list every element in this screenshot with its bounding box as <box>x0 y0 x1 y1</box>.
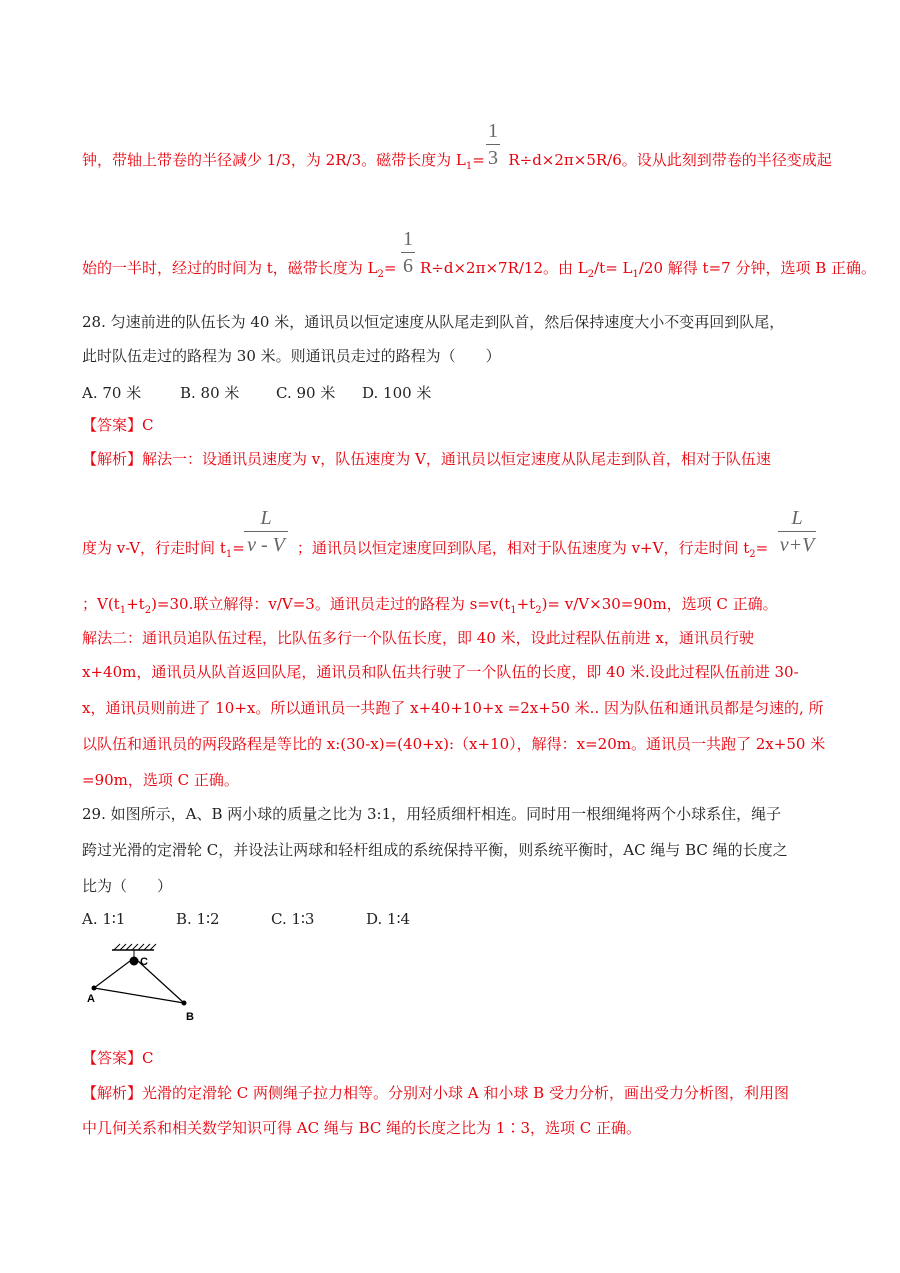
q29-option-c: C. 1∶3 <box>271 910 315 928</box>
q29-answer: 【答案】C <box>82 1049 154 1067</box>
fraction-l-over-v-plus-v: L v+V <box>779 507 815 556</box>
q29-option-b: B. 1∶2 <box>176 910 220 928</box>
ceiling-hatch <box>114 944 156 950</box>
q28-method2-line-4: 以队伍和通讯员的两段路程是等比的 x:(30-x)=(40+x):（x+10），解得：x=20m。通讯员一共跑了 2x+50 米 <box>82 735 826 753</box>
q29-stem-line-1: 29. 如图所示，A、B 两小球的质量之比为 3:1，用轻质细杆相连。同时用一根细绳将两个小球系住，绳子 <box>82 805 782 823</box>
q28-option-b: B. 80 米 <box>180 384 240 402</box>
ball-b <box>182 1001 187 1006</box>
ball-a <box>92 986 97 991</box>
q28-method2-line-3: x，通讯员则前进了 10+x。所以通讯员一共跑了 x+40+10+x =2x+50 米.. 因为队伍和通讯员都是匀速的, 所 <box>82 699 824 717</box>
q28-method2-line-1: 解法二：通讯员追队伍过程，比队伍多行一个队伍长度，即 40 米，设此过程队伍前进 x，通讯员行驶 <box>82 629 754 647</box>
q29-option-a: A. 1∶1 <box>82 910 126 928</box>
label-c: C <box>140 956 148 968</box>
solution-line-2: 始的一半时，经过的时间为 t，磁带长度为 $L_2= R\div d\times 2\pi\times 7R/12$。由 $L_2/t= L_1/20$ 解得 t=7 分钟，选项 B 正确。 <box>82 259 877 280</box>
label-b: B <box>186 1011 194 1023</box>
fraction-one-third: 1 3 <box>488 120 498 169</box>
q28-option-a: A. 70 米 <box>82 384 142 402</box>
q28-stem-line-1: 28. 匀速前进的队伍长为 40 米，通讯员以恒定速度从队尾走到队首，然后保持速度大小不变再回到队尾， <box>82 313 785 331</box>
q28-analysis-line-3: ；$V(t_1+t_2)=30$.联立解得：v/V=3。通讯员走过的路程为 $s=v(t_1+t_2)= v/V\times 30=90m$，选项 C 正确。 <box>82 595 778 616</box>
pulley-c <box>130 957 139 966</box>
fraction-one-sixth: 1 6 <box>403 228 413 277</box>
q28-method2-line-5: =90m，选项 C 正确。 <box>82 771 239 789</box>
rope-ac <box>94 961 130 988</box>
q28-stem-line-2: 此时队伍走过的路程为 30 米。则通讯员走过的路程为（ ） <box>82 347 501 365</box>
label-a: A <box>87 993 95 1005</box>
q29-stem-line-3: 比为（ ） <box>82 877 173 895</box>
q29-stem-line-2: 跨过光滑的定滑轮 C，并设法让两球和轻杆组成的系统保持平衡，则系统平衡时，AC 绳与 BC 绳的长度之 <box>82 841 788 859</box>
pulley-diagram <box>82 940 212 1025</box>
q29-option-d: D. 1∶4 <box>366 910 411 928</box>
solution-line-1: 钟，带轴上带卷的半径减少 1/3，为 2R/3。磁带长度为 $L_1= R\div d\times 2\pi\times 5R/6$。设从此刻到带卷的半径变成起 <box>82 151 832 172</box>
q28-answer: 【答案】C <box>82 416 154 434</box>
q28-option-c: C. 90 米 <box>276 384 336 402</box>
q28-option-d: D. 100 米 <box>362 384 432 402</box>
q29-analysis-line-1: 【解析】光滑的定滑轮 C 两侧绳子拉力相等。分别对小球 A 和小球 B 受力分析，画出受力分析图，利用图 <box>82 1084 789 1102</box>
q28-analysis-line-1: 【解析】解法一：设通讯员速度为 v，队伍速度为 V，通讯员以恒定速度从队尾走到队首，相对于队伍速 <box>82 450 771 468</box>
fraction-l-over-v-minus-v: L v - V <box>244 507 288 556</box>
q28-method2-line-2: x+40m，通讯员从队首返回队尾，通讯员和队伍共行驶了一个队伍的长度，即 40 米.设此过程队伍前进 30- <box>82 663 799 681</box>
q29-analysis-line-2: 中几何关系和相关数学知识可得 AC 绳与 BC 绳的长度之比为 1∶3，选项 C 正确。 <box>82 1119 642 1137</box>
q28-analysis-line-2: 度为 v-V，行走时间 $t_1=$ ；通讯员以恒定速度回到队尾，相对于队伍速度为 v+V，行走时间 $t_2=$ <box>82 539 769 560</box>
